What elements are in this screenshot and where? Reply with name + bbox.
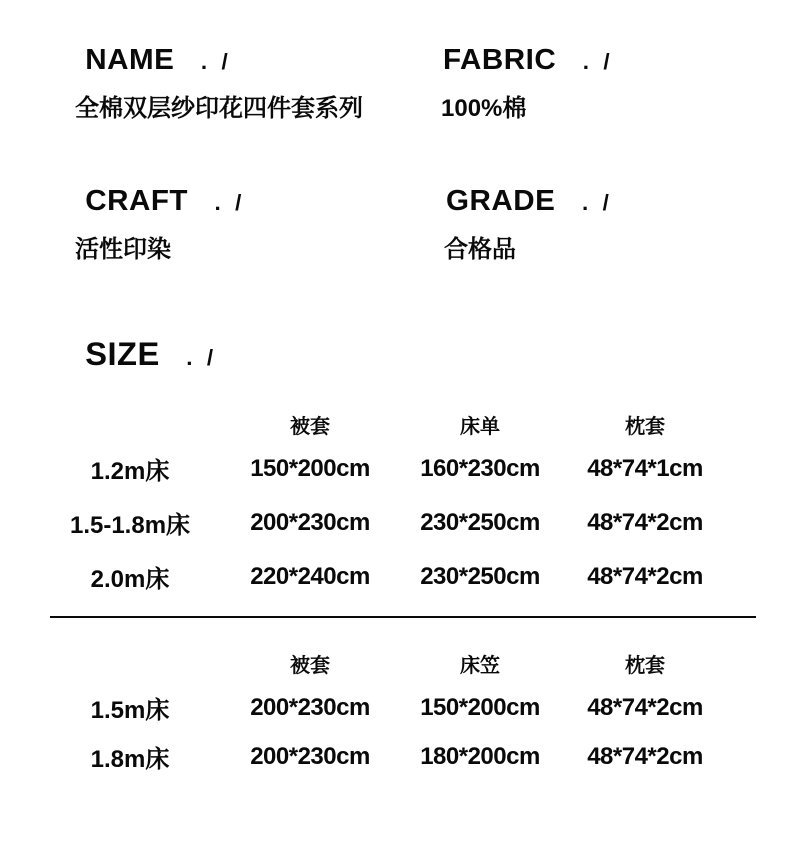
fitted-sheet-header: 床笠 <box>460 654 500 677</box>
grade-title <box>444 186 613 218</box>
pillowcase-size: 48*74*2cm <box>587 508 703 536</box>
size-table1-row <box>35 505 755 537</box>
pillowcase-size: 48*74*2cm <box>587 693 703 721</box>
size-table2-row <box>35 690 755 722</box>
fabric-value: 100%棉 <box>441 95 527 122</box>
size-table1-row <box>35 451 755 483</box>
grade-block <box>444 185 613 265</box>
fitted-sheet-size: 150*200cm <box>420 693 540 721</box>
bed-size-label: 1.5m床 <box>90 697 170 724</box>
size-table1-row <box>35 559 755 591</box>
duvet-cover-size: 220*240cm <box>250 562 370 590</box>
fabric-block <box>441 44 614 124</box>
duvet-cover-size: 200*230cm <box>250 693 370 721</box>
duvet-cover-header: 被套 <box>290 415 330 438</box>
size-table1-header-row <box>35 408 755 440</box>
fabric-title <box>441 45 614 77</box>
table-divider-rule <box>50 616 756 618</box>
pillowcase-header: 枕套 <box>625 415 665 438</box>
flat-sheet-size: 230*250cm <box>420 562 540 590</box>
size-title-suffix: . / <box>186 345 218 370</box>
size-title-text: SIZE <box>85 336 160 372</box>
duvet-cover-size: 200*230cm <box>250 742 370 770</box>
fitted-sheet-size: 180*200cm <box>420 742 540 770</box>
craft-title-text: CRAFT <box>85 185 188 217</box>
bed-size-label: 1.2m床 <box>90 458 170 485</box>
flat-sheet-size: 230*250cm <box>420 508 540 536</box>
name-block <box>75 45 363 124</box>
name-title-text: NAME <box>85 44 175 76</box>
size-section-heading <box>75 336 218 375</box>
fabric-title-suffix: . / <box>582 49 614 74</box>
pillowcase-header: 枕套 <box>625 654 665 677</box>
craft-title-suffix: . / <box>214 190 246 215</box>
pillowcase-size: 48*74*2cm <box>587 742 703 770</box>
flat-sheet-header: 床单 <box>460 415 500 438</box>
size-table2-header-row <box>35 647 755 679</box>
craft-title <box>75 186 245 218</box>
size-title <box>75 337 217 375</box>
size-table2-row <box>35 739 755 771</box>
pillowcase-size: 48*74*1cm <box>587 454 703 482</box>
bed-size-label: 1.8m床 <box>90 746 170 773</box>
name-title <box>75 45 369 77</box>
product-name-value: 全棉双层纱印花四件套系列 <box>75 95 363 122</box>
bed-size-label: 2.0m床 <box>90 566 170 593</box>
pillowcase-size: 48*74*2cm <box>587 562 703 590</box>
fabric-title-text: FABRIC <box>443 44 557 76</box>
grade-title-suffix: . / <box>581 190 613 215</box>
craft-block <box>75 185 246 265</box>
grade-title-text: GRADE <box>446 185 556 217</box>
flat-sheet-size: 160*230cm <box>420 454 540 482</box>
duvet-cover-header: 被套 <box>290 654 330 677</box>
bed-size-label: 1.5-1.8m床 <box>69 512 191 539</box>
name-title-suffix: . / <box>200 49 232 74</box>
grade-value: 合格品 <box>444 236 516 263</box>
craft-value: 活性印染 <box>75 236 171 263</box>
duvet-cover-size: 200*230cm <box>250 508 370 536</box>
duvet-cover-size: 150*200cm <box>250 454 370 482</box>
